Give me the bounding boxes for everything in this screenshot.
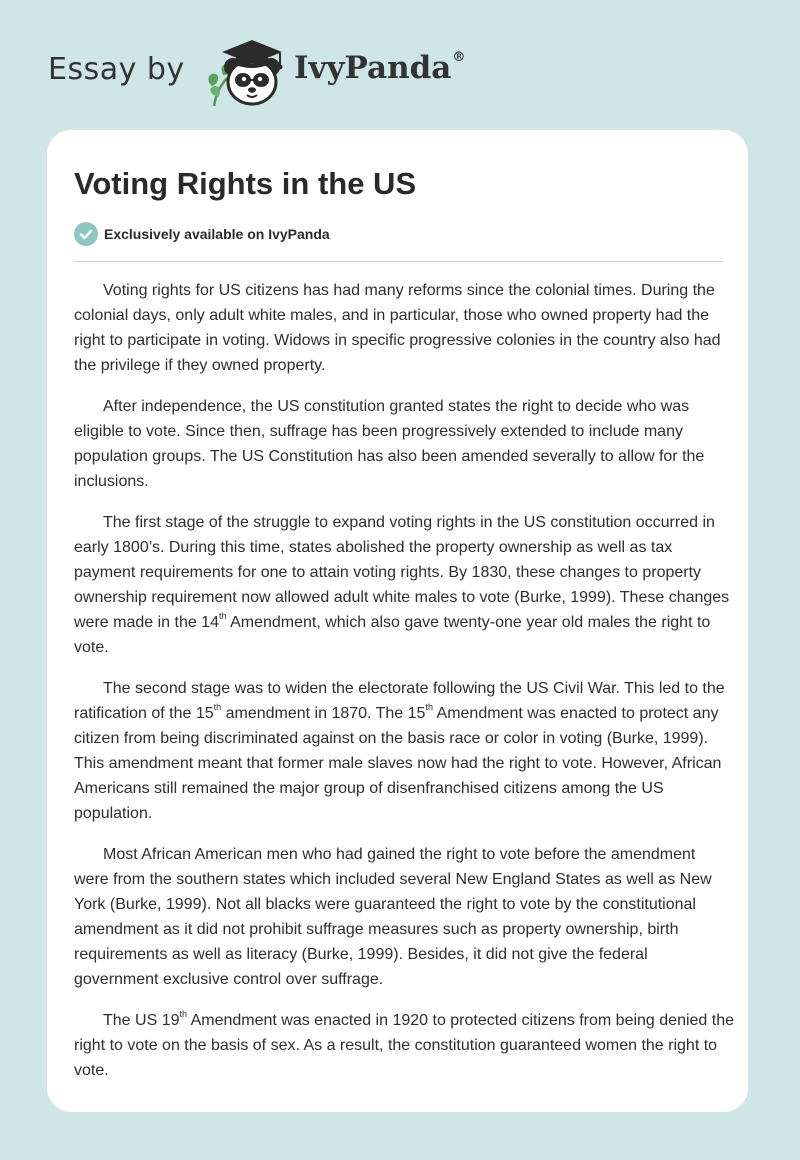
paragraph-4 [74,676,734,826]
text-run: The second stage was to widen the electorate following the US Civil War. This led to the ratification of the 15 [74,680,725,722]
brand-name [294,50,465,86]
text-run: After independence, the US constitution granted states the right to decide who was eligible to vote. Since then, suffrage has been progressively extended to include many population groups. The US Constitution has also been amended severally to allow for the inclusions. [74,398,705,490]
essay-body [74,278,734,1099]
superscript: th [179,1008,187,1019]
paragraph-1 [74,278,734,378]
trademark-symbol: ® [452,49,466,65]
superscript: th [213,701,222,712]
exclusive-badge-label: Exclusively available on IvyPanda [104,226,330,242]
paragraph-3 [74,510,734,660]
panda-graduate-icon [200,34,288,110]
brand-prefix: Essay by [48,52,185,87]
divider [74,261,723,262]
brand-header [48,34,528,110]
text-run: Amendment was enacted to protect any citizen from being discriminated against on the basis race or color in voting (Burke, 1999). This amendment meant that former male slaves now had the right to vote. However, African Americans still remained the major group of disenfranchised citizens among the US population. [74,705,722,822]
essay-card [47,130,748,1112]
text-run: Voting rights for US citizens has had many reforms since the colonial times. During the colonial days, only adult white males, and in particular, those who owned property had the right to participate in voting. Widows in specific progressive colonies in the country also had the privilege if they owned property. [74,282,721,374]
superscript: th [218,610,227,621]
exclusive-badge [74,221,330,247]
paragraph-5 [74,842,734,992]
text-run: Amendment was enacted in 1920 to protected citizens from being denied the right to vote on the basis of sex. As a result, the constitution guaranteed women the right to vote. [74,1012,735,1079]
text-run: The first stage of the struggle to expand voting rights in the US constitution occurred in early 1800’s. During this time, states abolished the property ownership as well as tax payment requirements for one to attain voting rights. By 1830, these changes to property ownership requirement now allowed adult white males to vote (Burke, 1999). These changes were made in the 14 [74,514,730,631]
brand-name-text: IvyPanda [294,50,452,86]
superscript: th [425,701,433,712]
paragraph-2 [74,394,734,494]
paragraph-6 [74,1008,734,1083]
text-run: Amendment, which also gave twenty-one year old males the right to vote. [74,614,711,656]
page-title: Voting Rights in the US [74,166,417,201]
text-run: amendment in 1870. The 15 [221,705,426,722]
text-run: The US 19 [103,1012,180,1029]
text-run: Most African American men who had gained the right to vote before the amendment were from the southern states which included several New England States as well as New York (Burke, 1999). Not all blacks were guaranteed the right to vote by the constitutional amendment as it did not prohibit suffrage measures such as property ownership, birth requirements as well as literacy (Burke, 1999). Besides, it did not give the federal government exclusive control over suffrage. [74,846,712,988]
check-circle-icon [74,222,98,246]
